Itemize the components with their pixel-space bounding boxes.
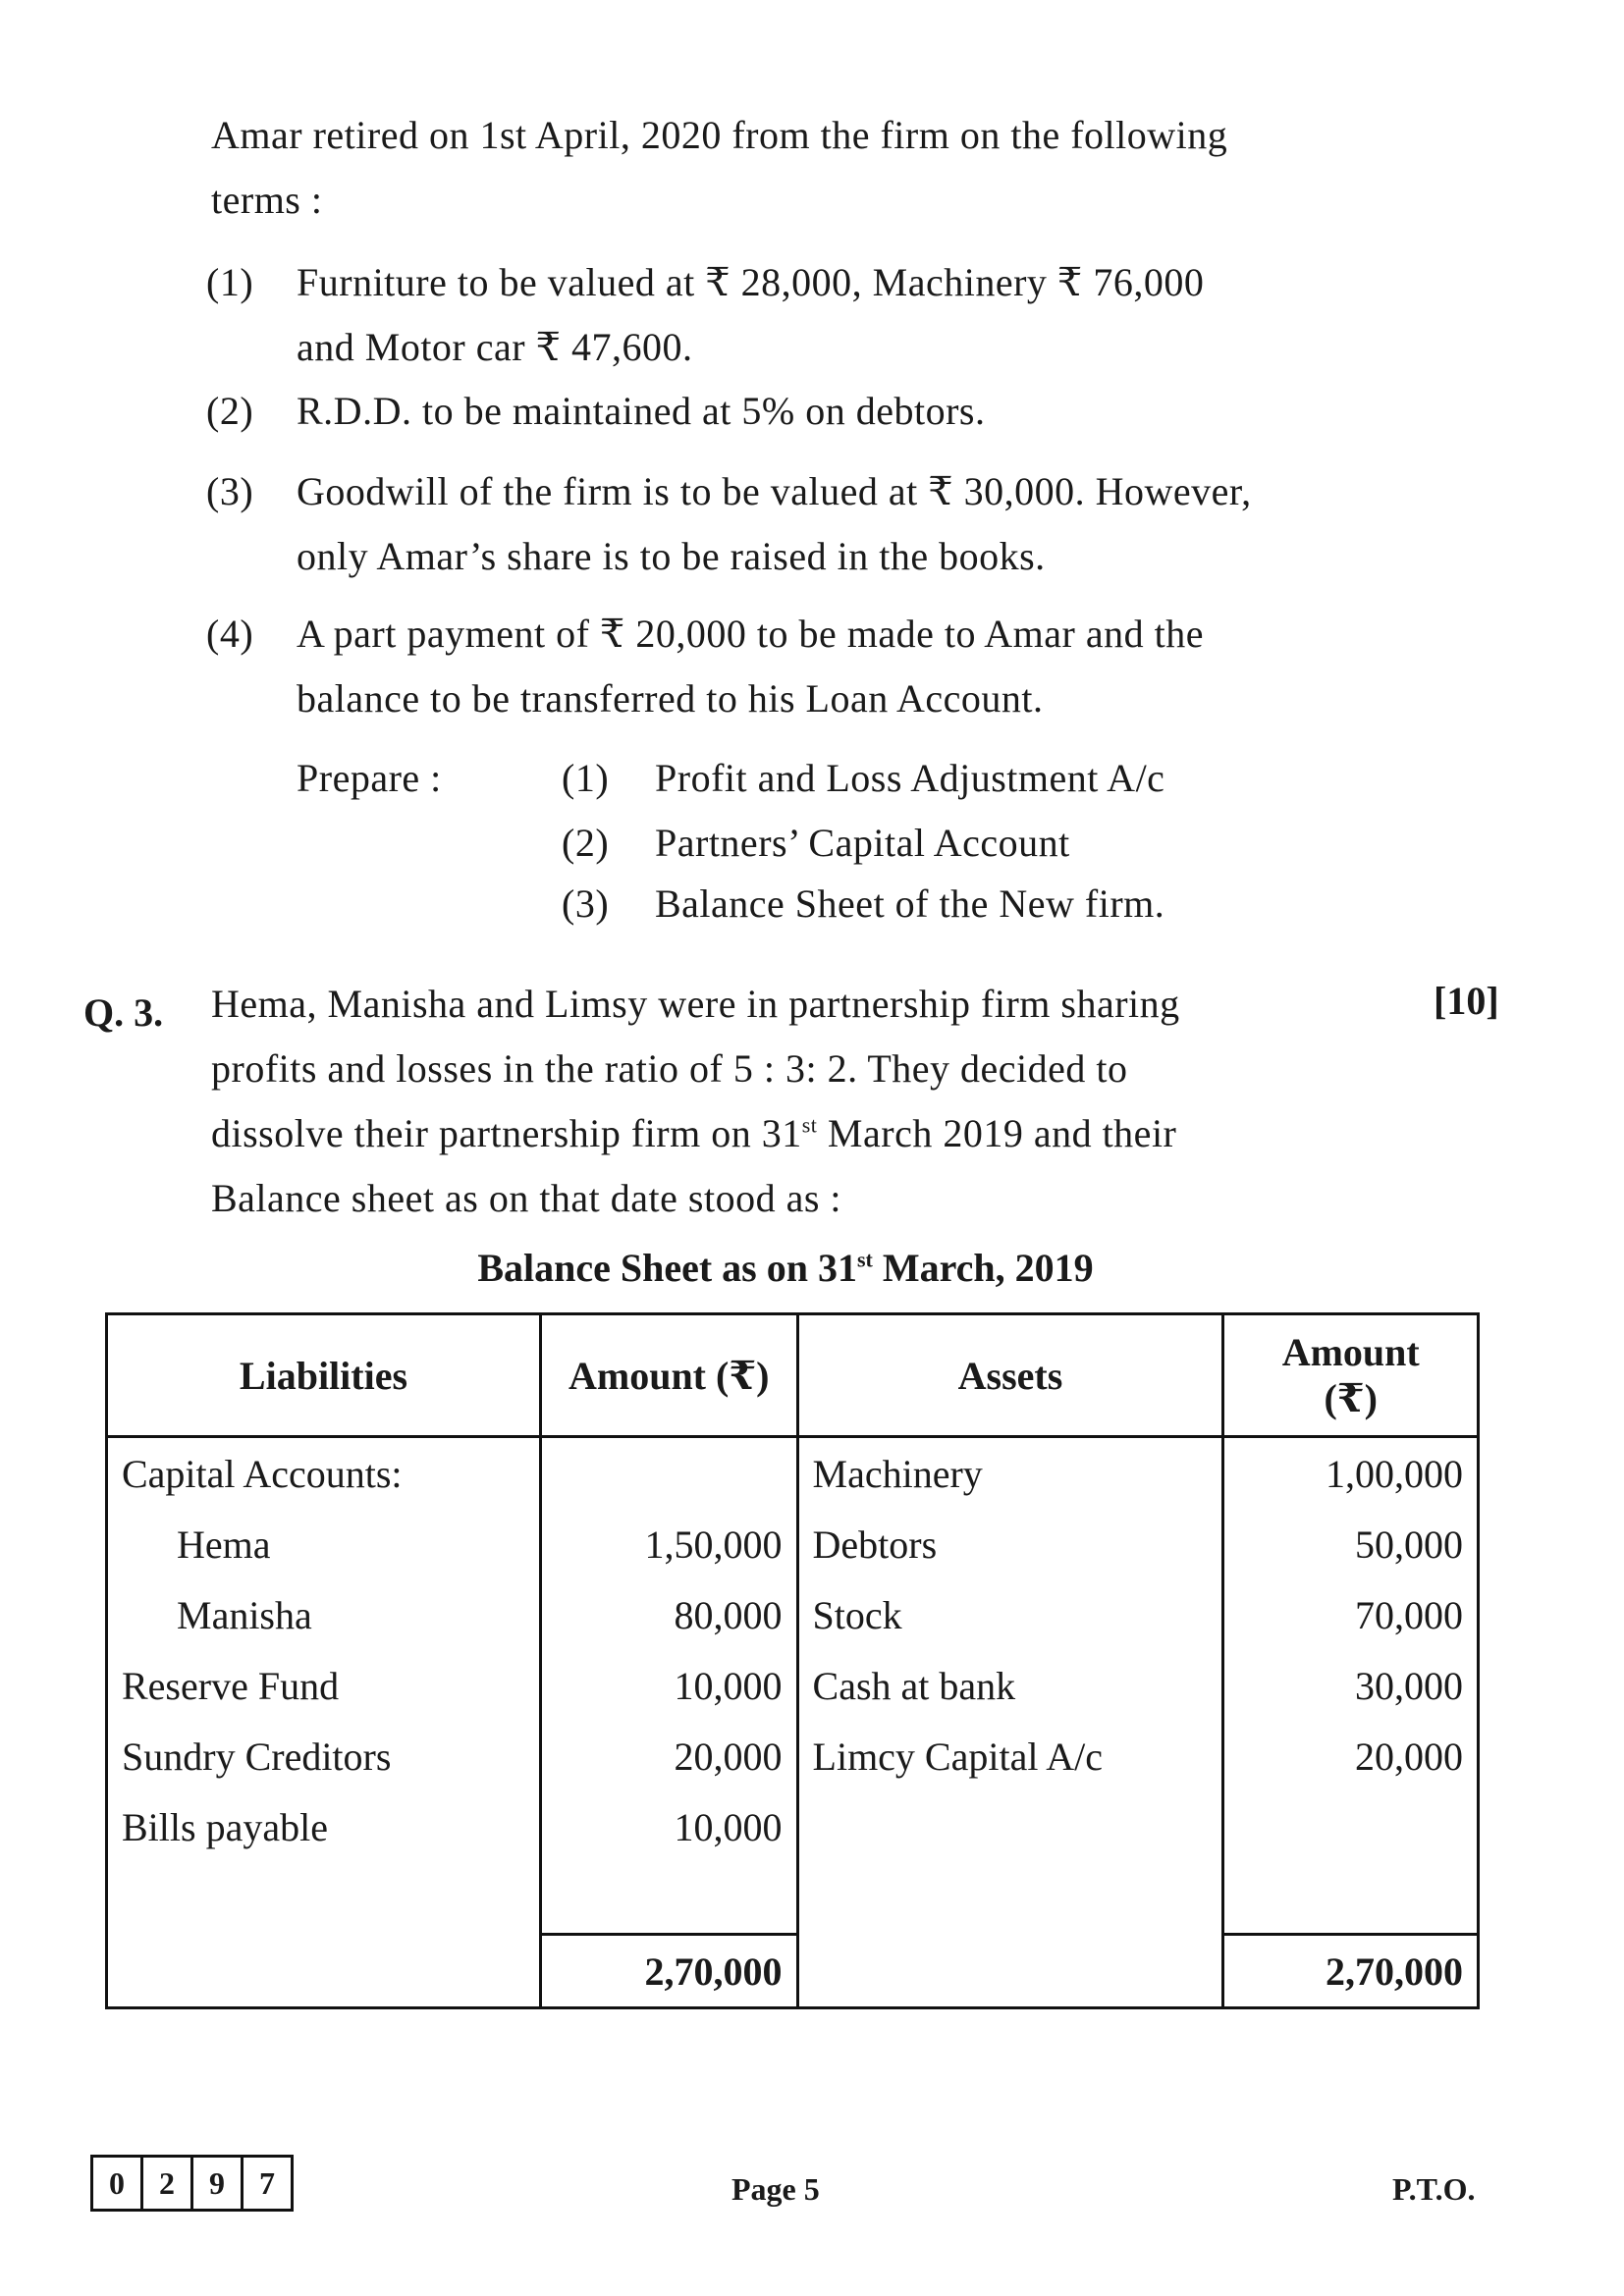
liability-cell: Capital Accounts: [107, 1437, 541, 1510]
liabilities-header: Liabilities [107, 1314, 541, 1437]
term-1 [206, 250, 1355, 380]
table-row [107, 1437, 1479, 1510]
term-text-line-1: A part payment of ₹ 20,000 to be made to Amar and the [297, 612, 1204, 656]
paper-code-digit: 9 [190, 2155, 244, 2212]
asset-cell [797, 1791, 1223, 1862]
term-4 [206, 602, 1355, 731]
assets-total: 2,70,000 [1223, 1935, 1479, 2008]
asset-cell: Limcy Capital A/c [797, 1721, 1223, 1791]
table-row [107, 1721, 1479, 1791]
term-number: (1) [206, 260, 254, 304]
asset-amount-cell: 1,00,000 [1223, 1437, 1479, 1510]
liability-amount-cell: 10,000 [540, 1650, 797, 1721]
term-text-line-1: Furniture to be valued at ₹ 28,000, Machinery ₹ 76,000 [297, 260, 1205, 304]
question-line-2: profits and losses in the ratio of 5 : 3: 2. They decided to [211, 1046, 1128, 1091]
liability-amount-cell: 80,000 [540, 1579, 797, 1650]
prepare-item-text: Profit and Loss Adjustment A/c [655, 756, 1165, 800]
asset-amount-cell [1223, 1791, 1479, 1862]
asset-amount-cell: 20,000 [1223, 1721, 1479, 1791]
asset-amount-cell: 30,000 [1223, 1650, 1479, 1721]
page-number: Page 5 [731, 2171, 820, 2207]
table-row [107, 1509, 1479, 1579]
table-header-row [107, 1314, 1479, 1437]
question-line-1: Hema, Manisha and Limsy were in partnership firm sharing [211, 982, 1180, 1026]
asset-cell: Stock [797, 1579, 1223, 1650]
term-number: (3) [206, 469, 254, 513]
intro-line-1: Amar retired on 1st April, 2020 from the firm on the following [211, 113, 1228, 157]
prepare-item-text: Balance Sheet of the New firm. [655, 881, 1165, 926]
term-number: (2) [206, 389, 254, 433]
liabilities-amount-header: Amount (₹) [540, 1314, 797, 1437]
liability-cell: Hema [107, 1509, 541, 1579]
term-text-line-2: balance to be transferred to his Loan Account. [297, 676, 1044, 721]
paper-code-digit: 7 [241, 2155, 294, 2212]
term-text-line-1: R.D.D. to be maintained at 5% on debtors. [297, 389, 986, 433]
intro-paragraph [211, 103, 1350, 233]
asset-cell: Cash at bank [797, 1650, 1223, 1721]
table-total-row [107, 1935, 1479, 2008]
balance-sheet-table [105, 1312, 1480, 2009]
term-number: (4) [206, 612, 254, 656]
assets-amount-header: Amount (₹) [1223, 1314, 1479, 1437]
prepare-item-text: Partners’ Capital Account [655, 821, 1070, 865]
prepare-item-number: (2) [562, 821, 610, 865]
question-marks: [10] [1434, 979, 1499, 1023]
question-line-4: Balance sheet as on that date stood as : [211, 1176, 842, 1220]
question-number: Q. 3. [83, 990, 164, 1035]
prepare-item-number: (3) [562, 881, 610, 926]
intro-line-2: terms : [211, 178, 323, 222]
paper-code [93, 2155, 294, 2212]
asset-cell: Debtors [797, 1509, 1223, 1579]
term-3 [206, 459, 1355, 589]
pto-label: P.T.O. [1392, 2171, 1476, 2207]
term-2 [206, 379, 1355, 444]
balance-sheet-title: Balance Sheet as on 31st March, 2019 [477, 1246, 1094, 1290]
liability-cell: Bills payable [107, 1791, 541, 1862]
paper-code-digit: 0 [90, 2155, 143, 2212]
liability-amount-cell: 1,50,000 [540, 1509, 797, 1579]
term-text-line-2: only Amar’s share is to be raised in the books. [297, 534, 1046, 578]
term-text-line-2: and Motor car ₹ 47,600. [297, 325, 693, 369]
prepare-label: Prepare : [297, 756, 442, 800]
assets-header: Assets [797, 1314, 1223, 1437]
liability-amount-cell [540, 1437, 797, 1510]
asset-amount-cell: 70,000 [1223, 1579, 1479, 1650]
liabilities-total: 2,70,000 [540, 1935, 797, 2008]
liability-amount-cell: 10,000 [540, 1791, 797, 1862]
question-line-3: dissolve their partnership firm on 31st March 2019 and their [211, 1111, 1177, 1155]
table-row [107, 1579, 1479, 1650]
term-text-line-1: Goodwill of the firm is to be valued at ₹ 30,000. However, [297, 469, 1252, 513]
liability-cell: Reserve Fund [107, 1650, 541, 1721]
prepare-section [297, 746, 1278, 942]
liability-amount-cell: 20,000 [540, 1721, 797, 1791]
asset-amount-cell: 50,000 [1223, 1509, 1479, 1579]
liability-cell: Manisha [107, 1579, 541, 1650]
paper-code-digit: 2 [140, 2155, 193, 2212]
asset-cell: Machinery [797, 1437, 1223, 1510]
table-row [107, 1791, 1479, 1862]
prepare-item-number: (1) [562, 756, 610, 800]
liability-cell: Sundry Creditors [107, 1721, 541, 1791]
table-spacer-row [107, 1862, 1479, 1935]
table-row [107, 1650, 1479, 1721]
question-text [211, 972, 1340, 1231]
